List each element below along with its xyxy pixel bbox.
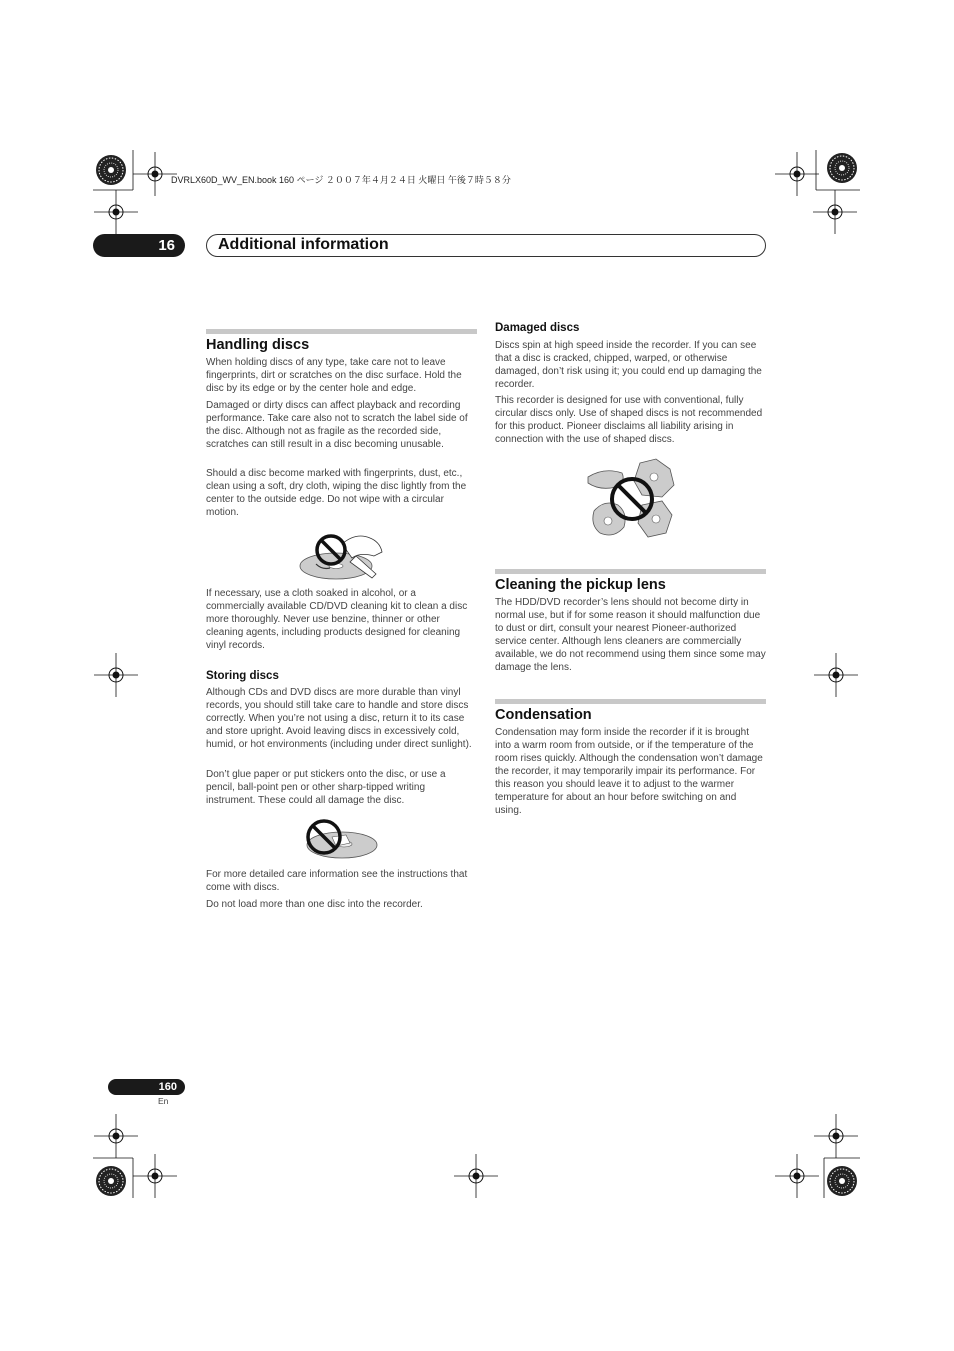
print-header: DVRLX60D_WV_EN.book 160 ページ ２００７年４月２４日 火曜日 午後７時５８分 <box>171 175 511 185</box>
storing-paragraph-4: Do not load more than one disc into the recorder. <box>206 899 423 910</box>
damaged-paragraph-1: Discs spin at high speed inside the recorder. If you can see that a disc is cracked, chipped, warped, or otherwise damaged, don’t risk using it; you could end up damaging the recorder. <box>495 340 762 390</box>
heading-handling-discs: Handling discs <box>206 337 310 353</box>
chapter-number: 16 <box>93 234 185 257</box>
condensation-paragraph-1: Condensation may form inside the recorder if it is brought into a warm room from outside, or if the temperature of the room rises quickly. Although the condensation won’t damage the recorder, it may temporarily impair its performance. For this reason you should leave it to adjust to the warmer temperature for about an hour before switching on and using. <box>495 727 763 816</box>
heading-condensation: Condensation <box>495 707 592 723</box>
heading-storing-discs: Storing discs <box>206 670 279 682</box>
handling-paragraph-3: Should a disc become marked with fingerprints, dust, etc., clean using a soft, dry cloth, wiping the disc lightly from the center to the outside edge. Do not wipe with a circular motion. <box>206 468 467 518</box>
handling-paragraph-2: Damaged or dirty discs can affect playback and recording performance. Take care also not to scratch the label side of the disc. Although not as fragile as the recorded side, scratches can still result in a disc becoming unusable. <box>206 400 468 450</box>
wiping-disc-illustration <box>296 526 388 582</box>
section-rule <box>495 569 766 574</box>
heading-cleaning-pickup-lens: Cleaning the pickup lens <box>495 577 666 593</box>
handling-paragraph-1: When holding discs of any type, take care not to leave fingerprints, dirt or scratches on the disc surface. Hold the disc by its edge or by the center hole and edge. <box>206 357 462 394</box>
section-rule <box>495 699 766 704</box>
section-rule <box>206 329 477 334</box>
cleaning-paragraph-1: The HDD/DVD recorder’s lens should not become dirty in normal use, but if for some reason it should malfunction due to dust or dirt, consult your nearest Pioneer-authorized service center. Although lens cleaners are commercially available, we do not recommend using them since some may damage the lens. <box>495 597 766 673</box>
storing-paragraph-3: For more detailed care information see the instructions that come with discs. <box>206 869 468 893</box>
heading-damaged-discs: Damaged discs <box>495 322 580 334</box>
storing-paragraph-1: Although CDs and DVD discs are more durable than vinyl records, you should still take care to handle and store discs correctly. When you’re not using a disc, return it to its case and store upright. Avoid leaving discs in excessively cold, humid, or hot environments (including under direct sunlight). <box>206 687 472 750</box>
shaped-discs-illustration <box>586 457 678 543</box>
handling-paragraph-4: If necessary, use a cloth soaked in alcohol, or a commercially available CD/DVD cleaning kit to clean a disc more thoroughly. Never use benzine, thinner or other cleaning agents, including products designed for cleaning vinyl records. <box>206 588 468 651</box>
storing-paragraph-2: Don’t glue paper or put stickers onto the disc, or use a pencil, ball-point pen or other sharp-tipped writing instrument. These could all damage the disc. <box>206 769 446 806</box>
damaged-paragraph-2: This recorder is designed for use with conventional, fully circular discs only. Use of shaped discs is not recommended for this product. Pioneer disclaims all liability arising in connection with the use of shaped discs. <box>495 395 763 445</box>
sticker-disc-illustration <box>302 815 380 861</box>
page-number: 160 <box>108 1079 185 1095</box>
chapter-title: Additional information <box>218 236 389 253</box>
language-code: En <box>158 1096 169 1106</box>
